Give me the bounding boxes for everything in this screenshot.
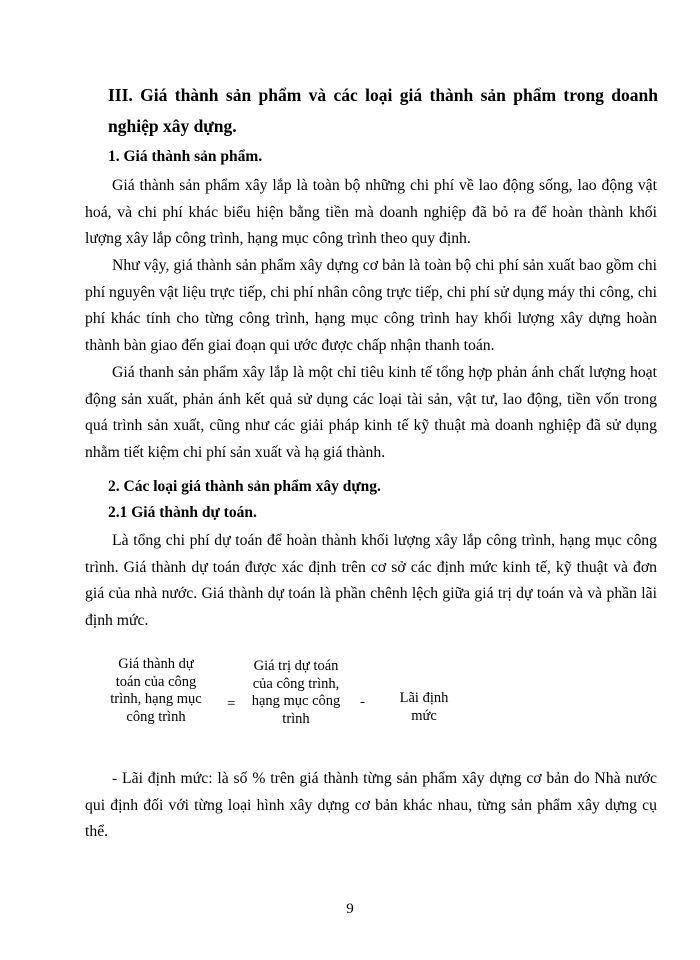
cost-formula — [85, 652, 657, 754]
subheading-estimated-cost: 2.1 Giá thành dự toán. — [108, 504, 257, 521]
section-heading: III. Giá thành sản phẩm và các loại giá thành sản phẩm trong doanh nghiệp xây dựng. — [108, 85, 658, 136]
formula-middle-term: Giá trị dự toán của công trình, hạng mục công trình — [251, 658, 341, 727]
formula-equals-sign: = — [227, 696, 236, 712]
page-number: 9 — [346, 901, 354, 917]
formula-right-term: Lãi định mức — [399, 690, 449, 724]
paragraph-scope: Như vậy, giá thành sản phẩm xây dựng cơ bản là toàn bộ chi phí sản xuất bao gồm chi phí nguyên vật liệu trực tiếp, chi phí nhân công trực tiếp, chi phí sử dụng máy thi công, chi phí khác tính cho từng công trình, hạng mục công trình hay khối lượng xây dựng hoàn thành bàn giao đến giai đoạn qui ước được chấp nhận thanh toán. — [85, 257, 657, 354]
paragraph-definition: Giá thành sản phẩm xây lắp là toàn bộ những chi phí về lao động sống, lao động vật hoá, và chi phí khác biểu hiện bằng tiền mà doanh nghiệp đã bỏ ra để hoàn thành khối lượng xây lắp công trình, hạng mục công trình theo quy định. — [85, 177, 657, 247]
formula-minus-sign: - — [360, 694, 365, 710]
subheading-product-cost: 1. Giá thành sản phẩm. — [108, 148, 263, 165]
paragraph-estimated-cost: Là tổng chi phí dự toán để hoàn thành khối lượng xây lắp công trình, hạng mục công trình. Giá thành dự toán được xác định trên cơ sở các định mức kinh tế, kỹ thuật và đơn giá của nhà nước. Giá thành dự toán là phần chênh lệch giữa giá trị dự toán và và phần lãi định mức. — [85, 532, 657, 629]
paragraph-profit-note: - Lãi định mức: là số % trên giá thành từng sản phẩm xây dựng cơ bản do Nhà nước qui định đối với từng loại hình xây dựng cơ bản khác nhau, từng sản phẩm xây dựng cụ thể. — [85, 770, 657, 840]
paragraph-significance: Giá thanh sản phẩm xây lắp là một chỉ tiêu kinh tế tổng hợp phản ánh chất lượng hoạt động sản xuất, phản ánh kết quả sử dụng các loại tài sản, vật tư, lao động, tiền vốn trong quá trình sản xuất, cũng như các giải pháp kinh tế kỹ thuật mà doanh nghiệp đã sử dụng nhằm tiết kiệm chi phí sản xuất và hạ giá thành. — [85, 364, 657, 461]
subheading-cost-types: 2. Các loại giá thành sản phẩm xây dựng. — [108, 478, 381, 495]
formula-left-term: Giá thành dự toán của công trình, hạng mục công trình — [110, 656, 202, 725]
